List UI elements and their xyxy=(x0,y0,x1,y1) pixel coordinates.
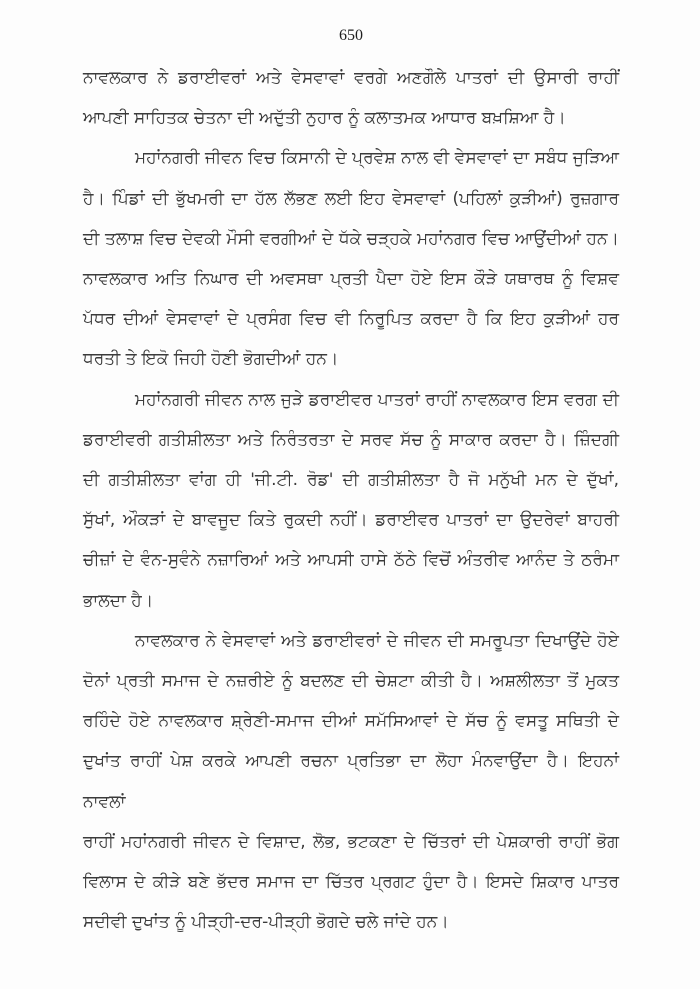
text-line: ਦੀ ਗਤੀਸ਼ੀਲਤਾ ਵਾਂਗ ਹੀ 'ਜੀ.ਟੀ. ਰੋਡ' ਦੀ ਗਤੀਸ਼ੀਲਤਾ ਹੈ ਜੋ ਮਨੁੱਖੀ ਮਨ ਦੇ ਦੁੱਖਾਂ, xyxy=(83,470,619,491)
text-line: ਆਪਣੀ ਸਾਹਿਤਕ ਚੇਤਨਾ ਦੀ ਅਦੁੱਤੀ ਨੁਹਾਰ ਨੂੰ ਕਲਾਤਮਕ ਆਧਾਰ ਬਖ਼ਸ਼ਿਆ ਹੈ। xyxy=(83,108,566,129)
page-number: 650 xyxy=(339,27,363,44)
text-line: ਨਾਵਲਕਾਰ ਅਤਿ ਨਿਘਾਰ ਦੀ ਅਵਸਥਾ ਪ੍ਰਤੀ ਪੈਦਾ ਹੋਏ ਇਸ ਕੌੜੇ ਯਥਾਰਥ ਨੂੰ ਵਿਸ਼ਵ xyxy=(83,269,619,290)
text-line: ਵਿਲਾਸ ਦੇ ਕੀੜੇ ਬਣੇ ਭੱਦਰ ਸਮਾਜ ਦਾ ਚਿੱਤਰ ਪ੍ਰਗਟ ਹੁੰਦਾ ਹੈ। ਇਸਦੇ ਸ਼ਿਕਾਰ ਪਾਤਰ xyxy=(83,872,619,893)
text-line: ਧਰਤੀ ਤੇ ਇਕੋ ਜਿਹੀ ਹੋਣੀ ਭੋਗਦੀਆਂ ਹਨ। xyxy=(83,349,339,370)
page-body-text xyxy=(83,58,619,942)
text-line: ਚੀਜ਼ਾਂ ਦੇ ਵੰਨ-ਸੁਵੰਨੇ ਨਜ਼ਾਰਿਆਂ ਅਤੇ ਆਪਸੀ ਹਾਸੇ ਠੱਠੇ ਵਿਚੋਂ ਅੰਤਰੀਵ ਆਨੰਦ ਤੇ ਠਰੰਮਾ xyxy=(83,550,619,571)
text-line: ਨਾਵਲਕਾਰ ਨੇ ਵੇਸਵਾਵਾਂ ਅਤੇ ਡਰਾਈਵਰਾਂ ਦੇ ਜੀਵਨ ਦੀ ਸਮਰੂਪਤਾ ਦਿਖਾਉਂਦੇ ਹੋਏ xyxy=(135,630,619,651)
text-line: ਸੁੱਖਾਂ, ਔਕੜਾਂ ਦੇ ਬਾਵਜੂਦ ਕਿਤੇ ਰੁਕਦੀ ਨਹੀਂ। ਡਰਾਈਵਰ ਪਾਤਰਾਂ ਦਾ ਉਦਰੇਵਾਂ ਬਾਹਰੀ xyxy=(83,510,619,531)
text-line: ਭਾਲਦਾ ਹੈ। xyxy=(83,590,154,611)
text-line: ਸਦੀਵੀ ਦੁਖਾਂਤ ਨੂੰ ਪੀੜ੍ਹੀ-ਦਰ-ਪੀੜ੍ਹੀ ਭੋਗਦੇ ਚਲੇ ਜਾਂਦੇ ਹਨ। xyxy=(83,912,449,933)
text-line: ਦੀ ਤਲਾਸ਼ ਵਿਚ ਦੇਵਕੀ ਮੌਸੀ ਵਰਗੀਆਂ ਦੇ ਧੱਕੇ ਚੜ੍ਹਕੇ ਮਹਾਂਨਗਰ ਵਿਚ ਆਉਂਦੀਆਂ ਹਨ। xyxy=(83,228,619,249)
text-line: ਰਹਿੰਦੇ ਹੋਏ ਨਾਵਲਕਾਰ ਸ਼੍ਰੇਣੀ-ਸਮਾਜ ਦੀਆਂ ਸਮੱਸਿਆਵਾਂ ਦੇ ਸੱਚ ਨੂੰ ਵਸਤੂ ਸਥਿਤੀ ਦੇ xyxy=(83,711,619,732)
text-line: ਦੋਨਾਂ ਪ੍ਰਤੀ ਸਮਾਜ ਦੇ ਨਜ਼ਰੀਏ ਨੂੰ ਬਦਲਣ ਦੀ ਚੇਸ਼ਟਾ ਕੀਤੀ ਹੈ। ਅਸ਼ਲੀਲਤਾ ਤੋਂ ਮੁਕਤ xyxy=(83,671,619,692)
paragraph xyxy=(83,380,619,621)
paragraph xyxy=(83,621,619,943)
text-line: ਰਾਹੀਂ ਮਹਾਂਨਗਰੀ ਜੀਵਨ ਦੇ ਵਿਸ਼ਾਦ, ਲੋਭ, ਭਟਕਣਾ ਦੇ ਚਿੱਤਰਾਂ ਦੀ ਪੇਸ਼ਕਾਰੀ ਰਾਹੀਂ ਭੋਗ xyxy=(83,831,619,852)
text-line: ਮਹਾਂਨਗਰੀ ਜੀਵਨ ਵਿਚ ਕਿਸਾਨੀ ਦੇ ਪ੍ਰਵੇਸ਼ ਨਾਲ ਵੀ ਵੇਸਵਾਵਾਂ ਦਾ ਸਬੰਧ ਜੁੜਿਆ xyxy=(135,148,619,169)
text-line: ਪੱਧਰ ਦੀਆਂ ਵੇਸਵਾਵਾਂ ਦੇ ਪ੍ਰਸੰਗ ਵਿਚ ਵੀ ਨਿਰੂਪਿਤ ਕਰਦਾ ਹੈ ਕਿ ਇਹ ਕੁੜੀਆਂ ਹਰ xyxy=(83,309,619,330)
text-line: ਦੁਖਾਂਤ ਰਾਹੀਂ ਪੇਸ਼ ਕਰਕੇ ਆਪਣੀ ਰਚਨਾ ਪ੍ਰਤਿਭਾ ਦਾ ਲੋਹਾ ਮੰਨਵਾਉਂਦਾ ਹੈ। ਇਹਨਾਂ ਨਾਵਲਾਂ xyxy=(83,751,619,812)
text-line: ਡਰਾਈਵਰੀ ਗਤੀਸ਼ੀਲਤਾ ਅਤੇ ਨਿਰੰਤਰਤਾ ਦੇ ਸਰਵ ਸੱਚ ਨੂੰ ਸਾਕਾਰ ਕਰਦਾ ਹੈ। ਜ਼ਿੰਦਗੀ xyxy=(83,429,619,450)
paragraph xyxy=(83,58,619,138)
text-line: ਹੈ। ਪਿੰਡਾਂ ਦੀ ਭੁੱਖਮਰੀ ਦਾ ਹੱਲ ਲੱਭਣ ਲਈ ਇਹ ਵੇਸਵਾਵਾਂ (ਪਹਿਲਾਂ ਕੁੜੀਆਂ) ਰੁਜ਼ਗਾਰ xyxy=(83,188,619,209)
text-line: ਮਹਾਂਨਗਰੀ ਜੀਵਨ ਨਾਲ ਜੁੜੇ ਡਰਾਈਵਰ ਪਾਤਰਾਂ ਰਾਹੀਂ ਨਾਵਲਕਾਰ ਇਸ ਵਰਗ ਦੀ xyxy=(135,389,619,410)
paragraph xyxy=(83,138,619,379)
text-line: ਨਾਵਲਕਾਰ ਨੇ ਡਰਾਈਵਰਾਂ ਅਤੇ ਵੇਸਵਾਵਾਂ ਵਰਗੇ ਅਣਗੌਲੇ ਪਾਤਰਾਂ ਦੀ ਉਸਾਰੀ ਰਾਹੀਂ xyxy=(83,68,619,88)
